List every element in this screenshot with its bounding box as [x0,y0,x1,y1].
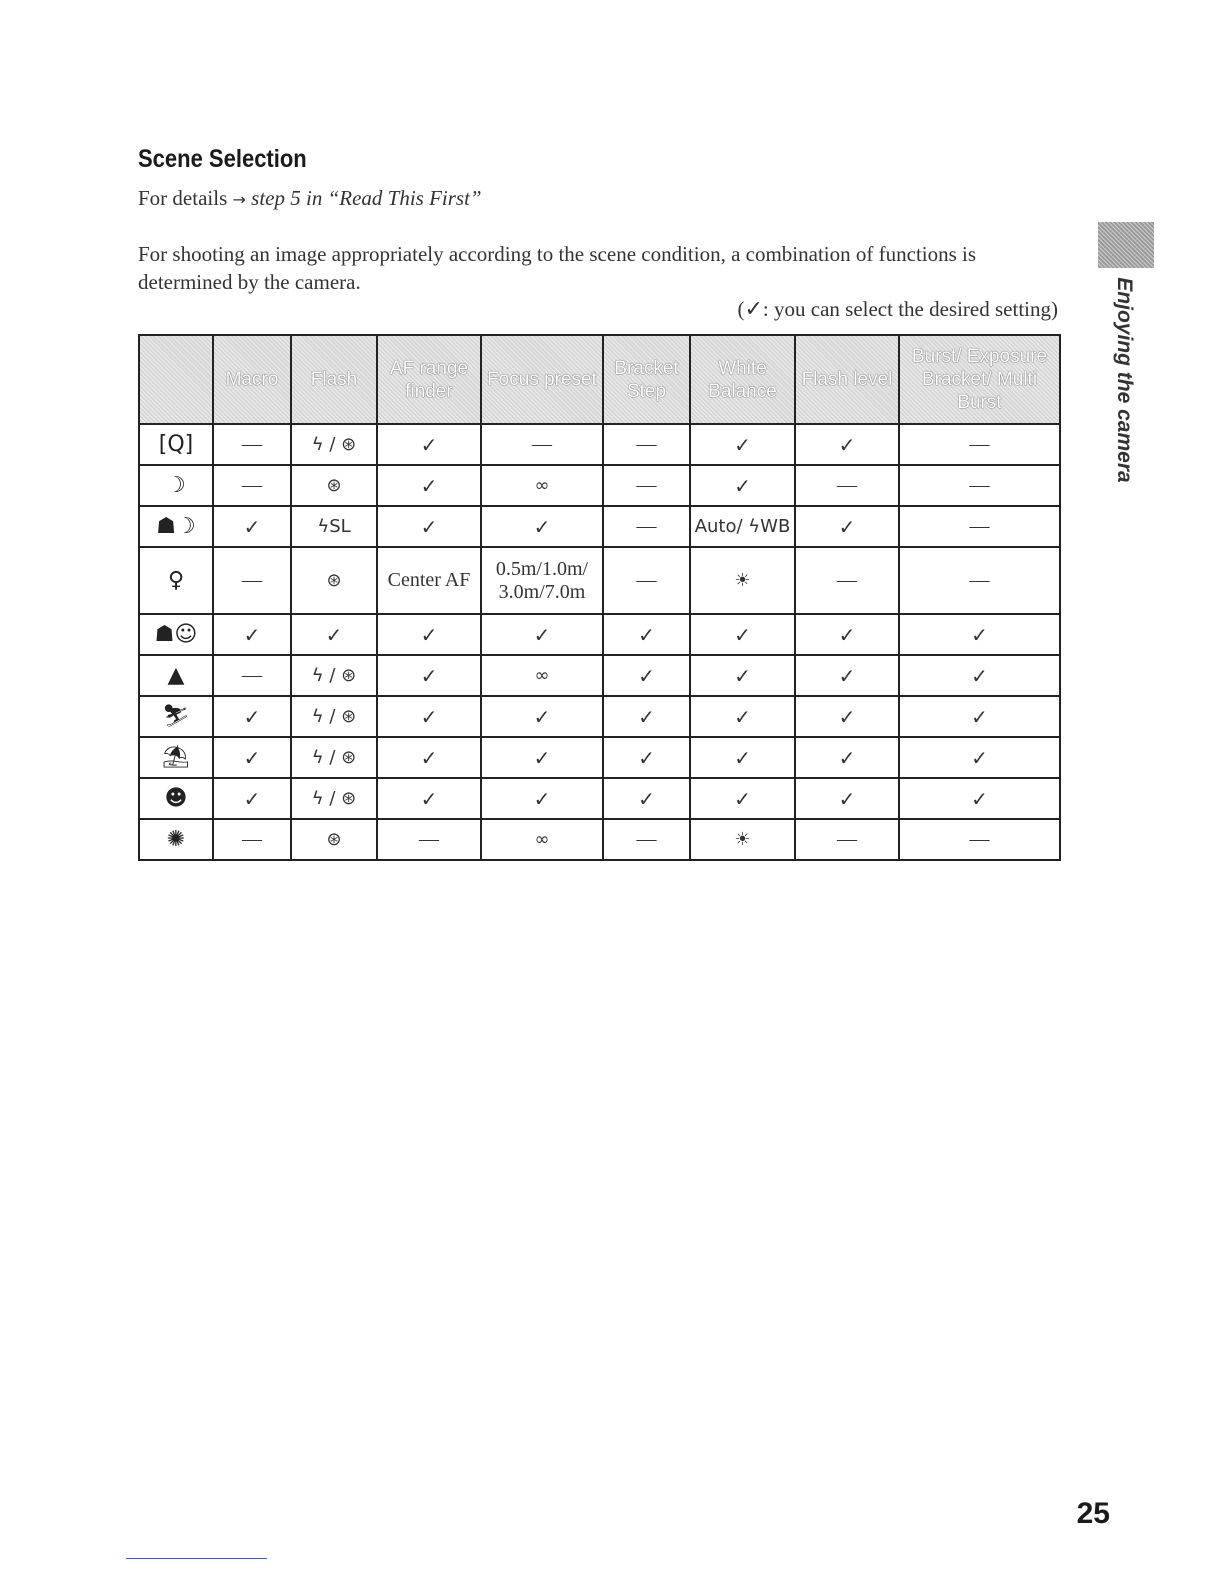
table-cell: — [213,547,291,614]
table-cell: ✓ [690,655,795,696]
scene-icon-cell [139,465,213,506]
table-cell: ✓ [795,778,899,819]
header-col-2: Flash [291,335,377,424]
table-cell: — [603,819,690,860]
table-cell: ☀ [690,819,795,860]
page-title: Scene Selection [138,145,307,173]
table-cell: ✓ [795,655,899,696]
table-cell: ✓ [213,778,291,819]
table-cell: ✓ [603,614,690,655]
snow-icon: ⛷ [162,704,190,729]
table-cell: ϟSL [291,506,377,547]
gourmet-icon: ☻ [164,786,188,811]
section-tab-marker [1098,222,1154,268]
table-cell: ✓ [690,737,795,778]
table-cell: — [795,547,899,614]
details-reference [138,186,482,211]
page-number: 25 [1076,1497,1110,1530]
legend-text: : you can select the desired setting) [762,297,1058,321]
scene-icon-cell [139,506,213,547]
table-cell: ✓ [377,424,481,465]
table-cell: ϟ / ⊛ [291,424,377,465]
table-cell: ✓ [377,506,481,547]
legend [737,297,1058,322]
table-cell: — [213,465,291,506]
intro-paragraph: For shooting an image appropriately according to the scene condition, a combination of functions is determined by the camera. [138,242,977,294]
header-scene [139,335,213,424]
table-cell: ϟ / ⊛ [291,778,377,819]
table-cell: ϟ / ⊛ [291,655,377,696]
header-col-6: White Balance [690,335,795,424]
candle-icon: ♀ [167,568,185,593]
table-cell: ✓ [899,696,1060,737]
section-side-label: Enjoying the camera [1113,277,1136,483]
scene-selection-table [138,334,1061,861]
high-sensitivity-icon: [Q] [158,432,194,457]
table-cell: — [899,424,1060,465]
header-col-8: Burst/ Exposure Bracket/ Multi Burst [899,335,1060,424]
details-ref-link[interactable]: step 5 in “Read This First” [251,186,482,210]
table-cell: — [603,506,690,547]
landscape-icon: ▲ [167,663,185,688]
table-cell: — [603,465,690,506]
scene-icon-cell [139,424,213,465]
table-row [139,547,1060,614]
table-cell: — [603,547,690,614]
table-cell: ✓ [213,614,291,655]
fireworks-icon: ✺ [166,827,186,852]
header-col-5: Bracket Step [603,335,690,424]
table-cell: ✓ [603,655,690,696]
table-cell: — [899,506,1060,547]
table-cell: ✓ [481,778,603,819]
table-cell: ⊛ [291,465,377,506]
table-cell: — [899,465,1060,506]
table-cell: ✓ [213,506,291,547]
table-cell: ✓ [377,465,481,506]
table-cell: — [795,465,899,506]
table-cell: ✓ [690,614,795,655]
table-cell: Auto/ ϟWB [690,506,795,547]
table-cell: ✓ [377,655,481,696]
table-cell: ✓ [795,696,899,737]
table-cell: — [377,819,481,860]
table-row [139,655,1060,696]
table-cell: ∞ [481,819,603,860]
table-cell: ✓ [291,614,377,655]
header-col-3: AF range finder [377,335,481,424]
table-cell: ϟ / ⊛ [291,737,377,778]
table-cell: — [481,424,603,465]
table-cell: — [603,424,690,465]
scene-icon-cell [139,547,213,614]
table-cell: ✓ [899,614,1060,655]
scene-icon-cell [139,819,213,860]
table-cell: ✓ [795,737,899,778]
table-cell: Center AF [377,547,481,614]
table-cell: ϟ / ⊛ [291,696,377,737]
table-row [139,614,1060,655]
table-cell: ✓ [690,696,795,737]
table-cell: 0.5m/1.0m/ 3.0m/7.0m [481,547,603,614]
soft-snap-icon: ☗☺ [154,622,198,647]
header-col-1: Macro [213,335,291,424]
details-prefix: For details [138,186,228,210]
table-cell: ✓ [899,737,1060,778]
table-cell: ✓ [213,737,291,778]
table-cell: ✓ [690,778,795,819]
table-row [139,506,1060,547]
table-cell: ⊛ [291,547,377,614]
table-cell: — [213,424,291,465]
table-header-row [139,335,1060,424]
table-row [139,737,1060,778]
table-cell: ✓ [603,778,690,819]
table-cell: ✓ [690,424,795,465]
header-col-7: Flash level [795,335,899,424]
table-cell: — [213,819,291,860]
scene-icon-cell [139,737,213,778]
table-cell: ✓ [377,696,481,737]
table-cell: ✓ [690,465,795,506]
table-cell: — [213,655,291,696]
scene-icon-cell [139,614,213,655]
twilight-icon: ☽ [166,473,186,498]
check-icon: ✓ [744,297,763,322]
twilight-portrait-icon: ☗☽ [156,514,196,539]
table-row [139,778,1060,819]
arrow-right-icon: → [232,190,246,209]
header-col-4: Focus preset [481,335,603,424]
table-body [139,424,1060,860]
footer-divider [126,1558,267,1559]
table-cell: ✓ [899,655,1060,696]
table-cell: ✓ [213,696,291,737]
table-row [139,819,1060,860]
table-cell: ✓ [481,737,603,778]
table-cell: ✓ [377,778,481,819]
table-cell: ✓ [481,506,603,547]
table-cell: ✓ [795,614,899,655]
table-cell: ✓ [795,506,899,547]
table-cell: ✓ [377,614,481,655]
scene-icon-cell [139,696,213,737]
scene-icon-cell [139,655,213,696]
table-cell: ✓ [603,696,690,737]
table-cell: ✓ [481,696,603,737]
table-cell: — [899,547,1060,614]
table-cell: — [795,819,899,860]
table-row [139,465,1060,506]
table-cell: ⊛ [291,819,377,860]
table-row [139,696,1060,737]
table-cell: ✓ [481,614,603,655]
table-cell: ✓ [795,424,899,465]
beach-icon: ⛱ [162,745,190,770]
scene-icon-cell [139,778,213,819]
table-row [139,424,1060,465]
legend-open: ( [737,297,745,321]
table-cell: ✓ [603,737,690,778]
table-cell: — [899,819,1060,860]
table-cell: ☀ [690,547,795,614]
table-cell: ✓ [377,737,481,778]
table-cell: ∞ [481,465,603,506]
table-cell: ✓ [899,778,1060,819]
table-cell: ∞ [481,655,603,696]
